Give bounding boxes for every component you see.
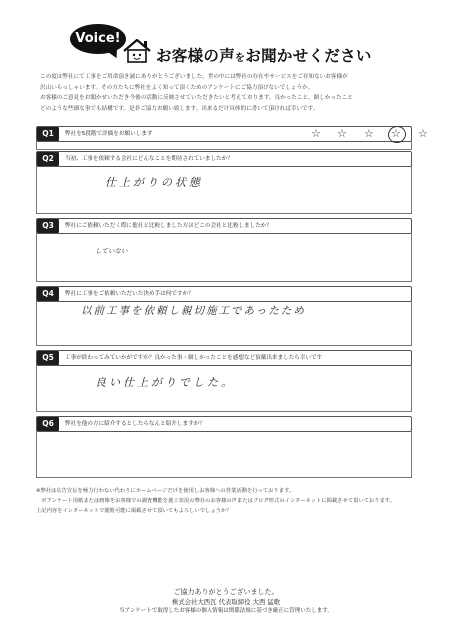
question-text: 弊社を5段階で評価をお願いします — [65, 131, 153, 137]
question-text: 弊社を他の方に紹介するとしたらなんと紹介しますか？ — [65, 421, 205, 427]
question-number: Q3 — [37, 219, 59, 233]
question-5 — [36, 350, 412, 366]
question-6 — [36, 416, 412, 432]
question-number: Q5 — [37, 351, 59, 365]
company-signature: 株式会社大西瓦 代表取締役 大西 猛歌 — [171, 597, 281, 606]
question-number: Q1 — [37, 127, 59, 141]
title-part1: お客様の声 — [156, 47, 236, 65]
question-number: Q6 — [37, 417, 59, 431]
handwritten-answer: 以前工事を依頼し親切施工であったため — [81, 305, 306, 317]
handwritten-answer: していない — [95, 247, 128, 255]
page-title — [156, 44, 372, 66]
question-4 — [36, 286, 412, 302]
note-line: 上記内容をインターネットで閲覧可能に掲載させて頂いてもよろしいでしょうか？ — [36, 508, 232, 515]
intro-line: 沢山いらっしゃいます。その方たちに弊社をよく知って頂くためのアンケートにご協力頂けないでしょうか。 — [40, 84, 314, 91]
question-number: Q4 — [37, 287, 59, 301]
answer-area-5[interactable] — [36, 365, 412, 412]
title-particle: を — [235, 53, 246, 64]
star-icon[interactable]: ☆ — [364, 127, 374, 140]
star-icon[interactable]: ☆ — [391, 127, 401, 140]
intro-line: どのような些細な事でも結構です。是非ご協力お願い致します。出来るだけ具体的に書いて頂ければ幸いです。 — [40, 105, 319, 112]
note-line: ※弊社は広告宣伝を極力行わない代わりにホームページだけを使用しお客様への営業活動を行っております。 — [36, 488, 295, 494]
answer-area-2[interactable] — [36, 166, 412, 214]
question-3 — [36, 218, 412, 234]
question-text: 弊社に工事をご依頼いただいた決め手は何ですか？ — [65, 291, 194, 297]
note-line: ボアンケート用紙または画像をお客様での調査機能を施工状況の弊社のお客様の声またはブログ形式のインターネットに掲載させて頂いております。 — [36, 498, 395, 505]
answer-area-6[interactable] — [36, 431, 412, 478]
thanks-text: ご協力ありがとうございました。 — [173, 588, 279, 596]
title-part2: お聞かせください — [245, 47, 372, 65]
question-2 — [36, 151, 412, 167]
handwritten-answer: 良い仕上がりでした。 — [95, 376, 235, 389]
question-1 — [36, 126, 428, 142]
star-icon[interactable]: ☆ — [311, 127, 321, 140]
answer-area-4[interactable] — [36, 301, 412, 346]
answer-area-1 — [36, 141, 412, 150]
privacy-notice: 当アンケートで取得したお客様の個人情報は関係法規に基づき厳正に管理いたします。 — [119, 608, 333, 614]
notes — [36, 486, 416, 517]
question-text: 工事が終わってみていかがですか？良かった事・網しかったことを感想など頂戴出来ましたら幸いです — [65, 355, 323, 361]
intro-line: この度は弊社にて工事をご用命頂き誠にありがとうございました。世の中には弊社の存在やサービスをご存知ないお客様が — [40, 74, 348, 80]
question-number: Q2 — [37, 152, 59, 166]
handwritten-answer: 仕上がりの状態 — [105, 176, 203, 189]
question-text: 当初、工事を依頼する会社にどんなことを期待されていましたか？ — [65, 156, 233, 162]
question-text: 弊社にご依頼いただく際に他社と比較しました方はどこの会社と比較しましたか？ — [65, 223, 272, 229]
house-icon — [122, 38, 152, 64]
footer — [0, 588, 452, 617]
intro-line: お客様のご意見をお聞かせいただき今後の活動に反映させていただきたいと考えております。良かったこと、網しかったこと — [40, 95, 353, 102]
intro-text — [40, 73, 420, 115]
star-icon[interactable]: ☆ — [337, 127, 347, 140]
voice-badge: Voice! — [70, 24, 126, 54]
star-icon[interactable]: ☆ — [418, 127, 428, 140]
answer-area-3[interactable] — [36, 233, 412, 282]
